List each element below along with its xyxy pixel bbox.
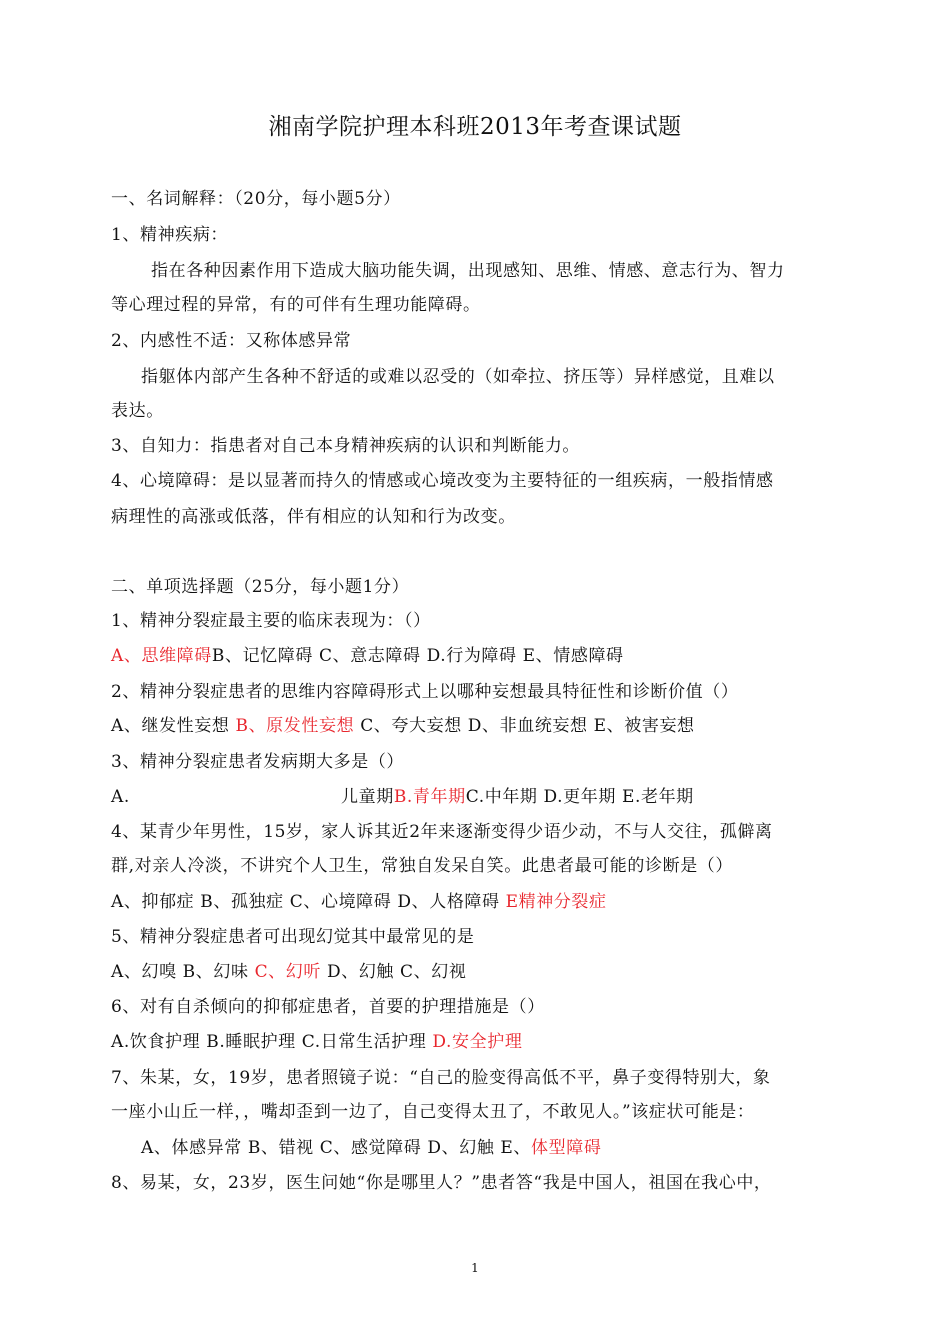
answer-highlight: 体型障碍: [531, 1138, 602, 1158]
option-text: C.中年期 D.更年期 E.老年期: [465, 787, 694, 807]
question-2-stem: 2、精神分裂症患者的思维内容障碍形式上以哪种妄想最具特征性和诊断价值（）: [111, 682, 739, 702]
definition-1-line1: 指在各种因素作用下造成大脑功能失调，出现感知、思维、情感、意志行为、智力: [151, 261, 785, 281]
answer-highlight: E精神分裂症: [505, 892, 607, 912]
answer-highlight: D.安全护理: [432, 1032, 523, 1052]
answer-highlight: C、幻听: [254, 962, 321, 982]
page-number: 1: [471, 1261, 479, 1275]
question-4-options: [111, 889, 846, 915]
answer-highlight: A、思维障碍: [111, 646, 212, 666]
option-text: A、继发性妄想: [111, 716, 236, 736]
option-text: 儿童期: [341, 787, 394, 807]
question-7-stem-line1: 7、朱某，女，19岁，患者照镜子说：“自己的脸变得高低不平，鼻子变得特别大，象: [111, 1068, 771, 1088]
question-6-stem: 6、对有自杀倾向的抑郁症患者，首要的护理措施是（）: [111, 997, 545, 1017]
term-4-line2: 病理性的高涨或低落，伴有相应的认知和行为改变。: [111, 507, 516, 527]
option-text: C、夸大妄想 D、非血统妄想 E、被害妄想: [354, 716, 695, 736]
section1-header: 一、名词解释：（20分，每小题5分）: [111, 189, 401, 209]
question-5-options: [111, 959, 846, 985]
option-group: [341, 784, 694, 810]
option-text: A、幻嗅 B、幻味: [111, 962, 255, 982]
term-3: 3、自知力：指患者对自己本身精神疾病的认识和判断能力。: [111, 436, 581, 456]
question-8-stem-line1: 8、易某，女，23岁，医生问她“你是哪里人？”患者答“我是中国人，祖国在我心中，: [111, 1173, 772, 1193]
term-2: 2、内感性不适：又称体感异常: [111, 331, 352, 351]
option-text: B、记忆障碍 C、意志障碍 D.行为障碍 E、情感障碍: [211, 646, 624, 666]
question-4-stem-line2: 群,对亲人冷淡，不讲究个人卫生，常独自发呆自笑。此患者最可能的诊断是（）: [111, 856, 734, 876]
option-text: A.饮食护理 B.睡眠护理 C.日常生活护理: [111, 1032, 433, 1052]
answer-highlight: B、原发性妄想: [235, 716, 355, 736]
definition-2-line1: 指躯体内部产生各种不舒适的或难以忍受的（如牵拉、挤压等）异样感觉，且难以: [141, 367, 775, 387]
question-3-options: [111, 784, 846, 810]
question-4-stem-line1: 4、某青少年男性，15岁，家人诉其近2年来逐渐变得少语少动，不与人交往，孤僻离: [111, 822, 773, 842]
question-5-stem: 5、精神分裂症患者可出现幻觉其中最常见的是: [111, 927, 475, 947]
option-text: A、抑郁症 B、孤独症 C、心境障碍 D、人格障碍: [111, 892, 506, 912]
term-4-line1: 4、心境障碍：是以显著而持久的情感或心境改变为主要特征的一组疾病，一般指情感: [111, 471, 774, 491]
option-text: A、体感异常 B、错视 C、感觉障碍 D、幻触 E、: [141, 1138, 532, 1158]
answer-highlight: B.青年期: [393, 787, 466, 807]
question-1-options: [111, 643, 846, 669]
option-text: D、幻触 C、幻视: [321, 962, 467, 982]
question-7-options: [141, 1135, 876, 1161]
question-2-options: [111, 713, 846, 739]
definition-1-line2: 等心理过程的异常，有的可伴有生理功能障碍。: [111, 295, 481, 315]
section2-header: 二、单项选择题（25分，每小题1分）: [111, 577, 410, 597]
term-1: 1、精神疾病：: [111, 225, 229, 245]
question-7-stem-line2: 一座小山丘一样，，嘴却歪到一边了，自己变得太丑了，不敢见人。”该症状可能是：: [111, 1102, 755, 1122]
question-3-stem: 3、精神分裂症患者发病期大多是（）: [111, 752, 405, 772]
question-6-options: [111, 1029, 846, 1055]
document-title: 湘南学院护理本科班2013年考查课试题: [268, 114, 682, 140]
question-1-stem: 1、精神分裂症最主要的临床表现为：（）: [111, 611, 431, 631]
option-marker: A.: [111, 787, 130, 807]
definition-2-line2: 表达。: [111, 401, 164, 421]
